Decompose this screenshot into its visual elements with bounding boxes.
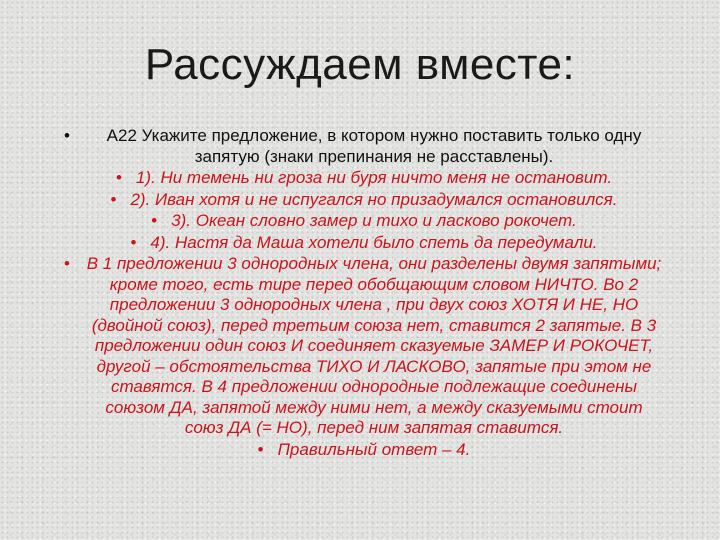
bullet-icon: • [257,439,264,459]
option-3-text: 3). Океан словно замер и тихо и ласково рокочет. [171,211,577,230]
bullet-icon: • [110,189,117,209]
option-3-item [62,211,666,232]
answer-item [62,440,666,461]
option-4-item [62,233,666,254]
bullet-icon: • [64,126,70,145]
explanation-text: В 1 предложении 3 однородных члена, они разделены двумя запятыми; кроме того, есть тире перед обобщающим словом НИЧТО. Во 2 предложении 3 однородных члена , при двух союз ХОТЯ И НЕ, НО (двойной союз), перед третьим союза нет, ставится 2 запятые. В 3 предложении один союз И соединяет сказуемые ЗАМЕР И РОКОЧЕТ, другой – обстоятельства ТИХО И ЛАСКОВО, запятые при этом не ставятся. В 4 предложении однородные подлежащие соединены союзом ДА, запятой между ними нет, а между сказуемыми стоит союз ДА (= НО), перед ним запятая ставится. [86,254,662,437]
bullet-icon: • [130,232,137,252]
bullet-icon: • [115,168,122,187]
option-1-text: 1). Ни темень ни гроза ни буря ничто меня не остановит. [135,168,613,187]
option-4-text: 4). Настя да Маша хотели было спеть да передумали. [150,232,598,252]
task-item [62,126,666,167]
slide-content [62,126,666,461]
answer-text: Правильный ответ – 4. [277,439,471,459]
task-text: А22 Укажите предложение, в котором нужно поставить только одну запятую (знаки препинания не расставлены). [106,126,642,166]
bullet-icon: • [151,211,158,230]
option-2-item [62,190,666,211]
bullet-icon: • [64,254,70,273]
option-1-item [62,168,666,189]
option-2-text: 2). Иван хотя и не испугался но призадумался остановился. [130,189,618,209]
slide-title: Рассуждаем вместе: [144,40,576,89]
explanation-item [62,254,666,439]
